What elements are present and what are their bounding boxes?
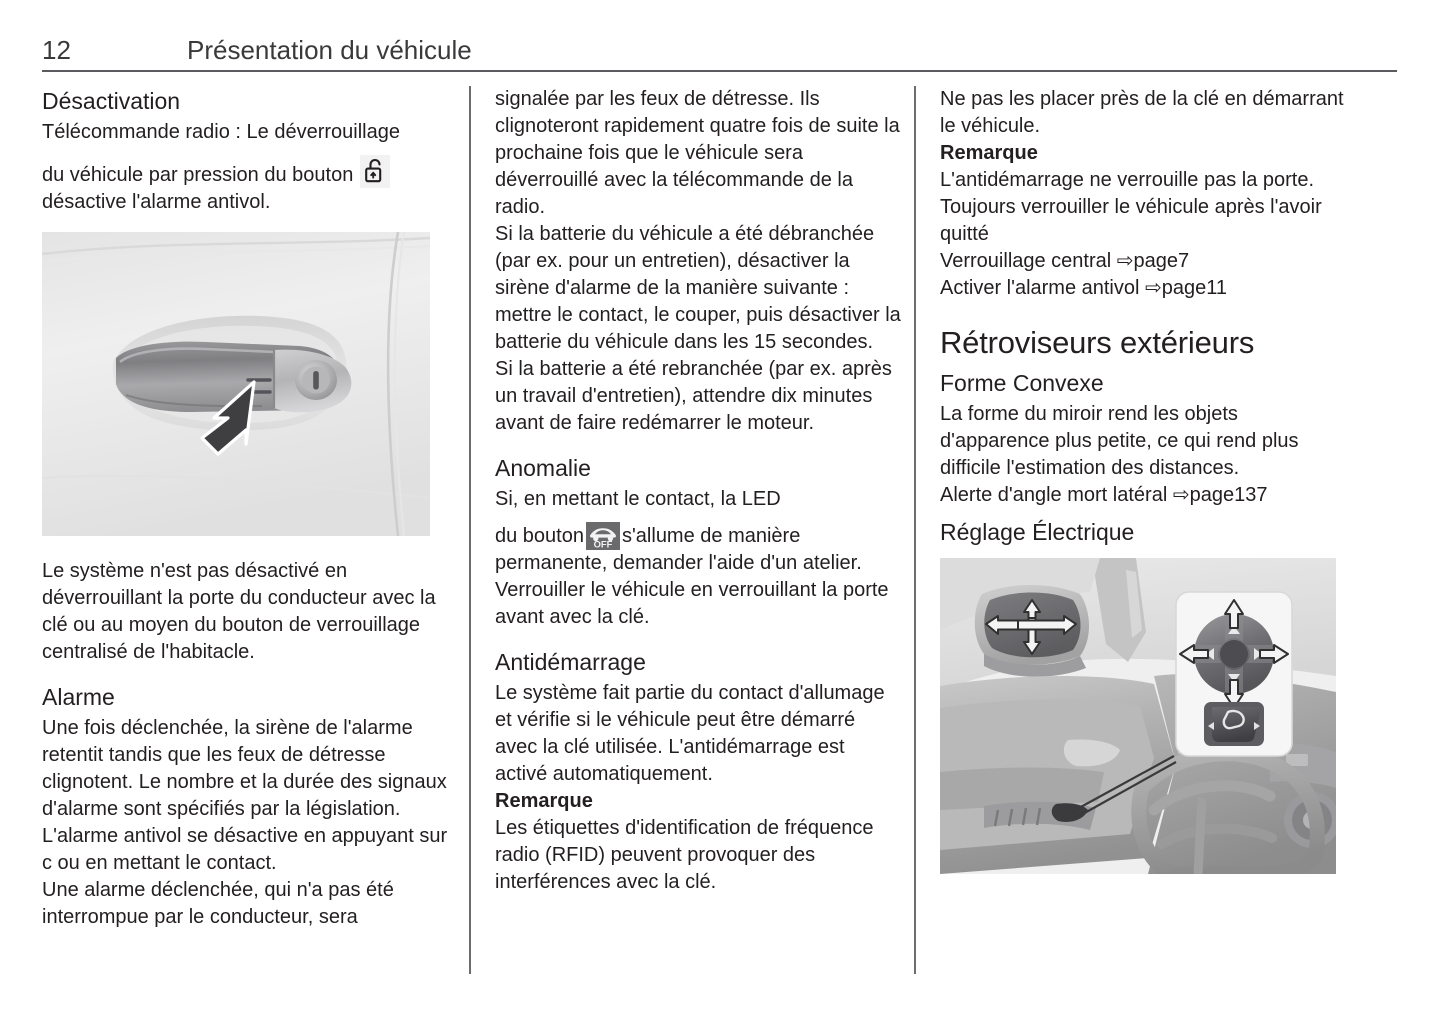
paragraph-battery-2: Si la batterie a été rebranchée (par ex. après un travail d'entretien), attendre dix minutes avant de faire redémarrer le moteur. <box>495 358 892 434</box>
crossref-blind-spot-page: page137 <box>1189 484 1268 506</box>
crossref-activate-alarm-page: page11 <box>1161 277 1228 299</box>
mirror-controls-illustration <box>940 558 1336 874</box>
paragraph-battery-1: Si la batterie du véhicule a été débranchée (par ex. pour un entretien), désactiver la sirène d'alarme de la manière suivante : mettre le contact, le couper, puis désactiver la batterie du véhicule dans les 15 secondes. <box>495 223 901 353</box>
crossref-blind-spot[interactable] <box>940 482 1346 509</box>
paragraph-anomaly-line2 <box>495 522 901 577</box>
heading-anomaly: Anomalie <box>495 455 591 481</box>
door-handle-illustration <box>42 232 430 536</box>
paragraph-anomaly-lock: Verrouiller le véhicule en verrouillant la porte avant avec la clé. <box>495 579 889 628</box>
heading-convex-shape: Forme Convexe <box>940 370 1104 396</box>
note-label-middle: Remarque <box>495 790 593 812</box>
heading-electric-adjustment: Réglage Électrique <box>940 519 1135 545</box>
paragraph-remote-text: du véhicule par pression du bouton <box>42 164 354 186</box>
paragraph-convex: La forme du miroir rend les objets d'apparence plus petite, ce qui rend plus difficile l'estimation des distances. <box>940 403 1299 479</box>
column-divider-right <box>914 86 916 974</box>
paragraph-remote-line1: Télécommande radio : Le déverrouillage <box>42 121 400 143</box>
paragraph-anomaly-suffix: s'allume de manière permanente, demander l'aide d'un atelier. <box>495 525 862 574</box>
crossref-arrow-icon: ⇨ <box>1116 250 1134 272</box>
column-divider-left <box>469 86 471 974</box>
paragraph-rfid: Les étiquettes d'identification de fréquence radio (RFID) peuvent provoquer des interférences avec la clé. <box>495 817 874 893</box>
paragraph-alarm-2: L'alarme antivol se désactive en appuyant sur c ou en mettant le contact. <box>42 825 448 874</box>
paragraph-anomaly-prefix: du bouton <box>495 525 584 547</box>
crossref-activate-alarm[interactable] <box>940 275 1346 302</box>
figure-mirror-controls <box>940 558 1336 874</box>
heading-immobilizer: Antidémarrage <box>495 649 646 675</box>
column-left <box>42 86 448 976</box>
content-columns <box>42 86 1400 976</box>
crossref-activate-alarm-label: Activer l'alarme antivol <box>940 277 1140 299</box>
column-right <box>940 86 1346 976</box>
paragraph-rfid-continued: Ne pas les placer près de la clé en démarrant le véhicule. <box>940 88 1344 137</box>
crossref-central-locking-label: Verrouillage central <box>940 250 1112 272</box>
page-number: 12 <box>42 35 71 65</box>
heading-exterior-mirrors: Rétroviseurs extérieurs <box>940 325 1255 360</box>
paragraph-alarm-3: Une alarme déclenchée, qui n'a pas été interrompue par le conducteur, sera <box>42 879 394 928</box>
crossref-arrow-icon: ⇨ <box>1172 484 1190 506</box>
crossref-central-locking[interactable] <box>940 248 1346 275</box>
column-middle <box>495 86 901 976</box>
heading-alarm: Alarme <box>42 684 115 710</box>
crossref-central-locking-page: page7 <box>1133 250 1190 272</box>
paragraph-not-deactivated: Le système n'est pas désactivé en déverrouillant la porte du conducteur avec la clé ou au moyen du bouton de verrouillage centralisé de l'habitacle. <box>42 560 436 663</box>
paragraph-alarm-1: Une fois déclenchée, la sirène de l'alarme retentit tandis que les feux de détresse clignotent. Le nombre et la durée des signaux d'alarme sont spécifiés par la législation. <box>42 717 447 820</box>
header-rule <box>42 70 1397 72</box>
paragraph-anomaly-line1: Si, en mettant le contact, la LED <box>495 488 781 510</box>
page-title: Présentation du véhicule <box>187 35 472 65</box>
svg-text:OFF: OFF <box>593 538 613 550</box>
paragraph-immobilizer: Le système fait partie du contact d'allumage et vérifie si le véhicule peut être démarré avec la clé utilisée. L'antidémarrage est activé automatiquement. <box>495 682 885 785</box>
heading-deactivation: Désactivation <box>42 88 181 114</box>
mirror-control-callout <box>1176 592 1292 756</box>
paragraph-remote-line3: désactive l'alarme antivol. <box>42 191 271 213</box>
figure-door-handle <box>42 232 430 536</box>
note-label-right: Remarque <box>940 142 1038 164</box>
paragraph-immobilizer-note: L'antidémarrage ne verrouille pas la porte. Toujours verrouiller le véhicule après l'avoir quitté <box>940 169 1322 245</box>
unlock-padlock-icon <box>360 155 390 188</box>
paragraph-continued: signalée par les feux de détresse. Ils clignoteront rapidement quatre fois de suite la prochaine fois que le véhicule sera déverrouillé avec la télécommande de la radio. <box>495 88 900 218</box>
paragraph-remote-line2 <box>42 155 448 189</box>
crossref-blind-spot-label: Alerte d'angle mort latéral <box>940 484 1168 506</box>
page-header <box>42 34 1397 74</box>
crossref-arrow-icon: ⇨ <box>1145 277 1162 299</box>
car-alarm-off-icon <box>586 522 620 550</box>
